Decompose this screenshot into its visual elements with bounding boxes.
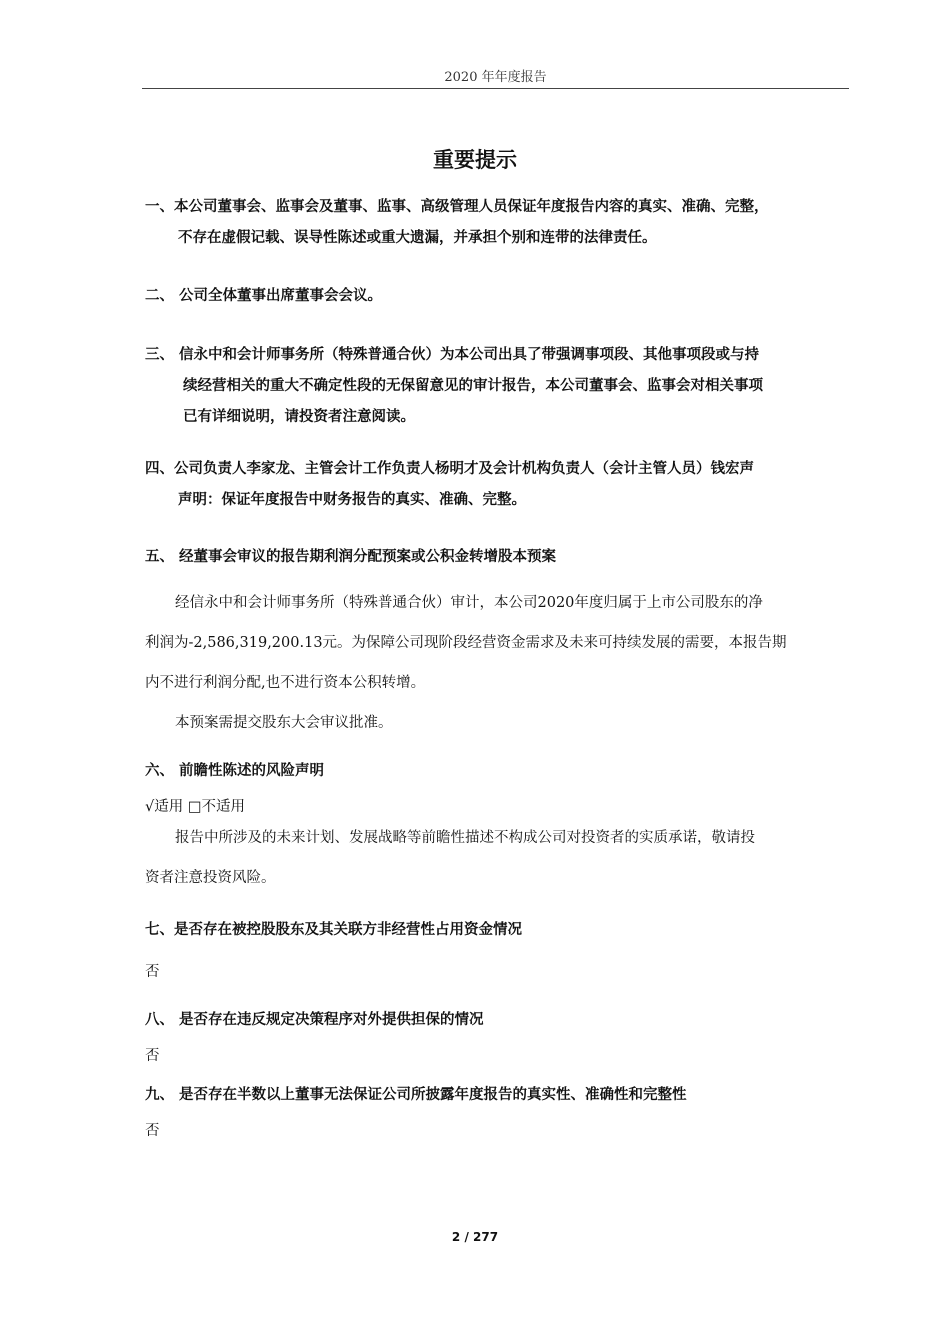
section-5-p1-line-1: 经信永中和会计师事务所（特殊普通合伙）审计，本公司2020年度归属于上市公司股东的净	[175, 595, 763, 611]
section-3	[145, 340, 852, 433]
section-1-line-2: 不存在虚假记载、误导性陈述或重大遗漏，并承担个别和连带的法律责任。	[178, 230, 657, 246]
section-6-body	[145, 818, 852, 898]
section-3-line-1: 三、 信永中和会计师事务所（特殊普通合伙）为本公司出具了带强调事项段、其他事项段或与持	[145, 347, 760, 363]
section-6-heading-text: 六、 前瞻性陈述的风险声明	[145, 763, 325, 779]
section-1-line-1: 一、本公司董事会、监事会及董事、监事、高级管理人员保证年度报告内容的真实、准确、完整，	[145, 199, 769, 215]
section-4	[145, 454, 852, 516]
section-5-p1-line-3: 内不进行利润分配,也不进行资本公积转增。	[145, 675, 426, 691]
page-number: 2 / 277	[451, 1230, 499, 1244]
section-7-heading-text: 七、是否存在被控股股东及其关联方非经营性占用资金情况	[145, 922, 522, 938]
section-9-answer: 否	[145, 1123, 160, 1139]
section-6-heading	[145, 756, 852, 787]
section-5-p2: 本预案需提交股东大会审议批准。	[175, 715, 393, 731]
section-9-heading	[145, 1080, 852, 1111]
applicable-checkbox-row: √适用 □不适用	[145, 799, 246, 815]
section-2	[145, 281, 852, 312]
section-6-p-line-1: 报告中所涉及的未来计划、发展战略等前瞻性描述不构成公司对投资者的实质承诺，敬请投	[175, 830, 755, 846]
section-5-heading	[145, 542, 852, 573]
section-6-p-line-2: 资者注意投资风险。	[145, 870, 276, 886]
section-3-line-3: 已有详细说明，请投资者注意阅读。	[183, 409, 415, 425]
section-4-line-2: 声明：保证年度报告中财务报告的真实、准确、完整。	[178, 492, 526, 508]
section-8-heading	[145, 1005, 852, 1036]
page-title: 重要提示	[433, 148, 517, 172]
section-8-answer: 否	[145, 1048, 160, 1064]
section-8-heading-text: 八、 是否存在违反规定决策程序对外提供担保的情况	[145, 1012, 484, 1028]
section-5-p1-line-2: 利润为-2,586,319,200.13元。为保障公司现阶段经营资金需求及未来可持续发展的需要，本报告期	[145, 635, 787, 651]
section-2-line-1: 二、 公司全体董事出席董事会会议。	[145, 288, 383, 304]
section-7-heading	[145, 915, 852, 946]
section-5-heading-text: 五、 经董事会审议的报告期利润分配预案或公积金转增股本预案	[145, 549, 557, 565]
section-4-line-1: 四、公司负责人李家龙、主管会计工作负责人杨明才及会计机构负责人（会计主管人员）钱宏声	[145, 461, 754, 477]
section-1	[145, 192, 852, 254]
section-3-line-2: 续经营相关的重大不确定性段的无保留意见的审计报告，本公司董事会、监事会对相关事项	[183, 378, 763, 394]
section-5-body	[145, 583, 852, 743]
section-7-answer: 否	[145, 964, 160, 980]
page-header: 2020 年年度报告	[444, 70, 547, 85]
section-9-heading-text: 九、 是否存在半数以上董事无法保证公司所披露年度报告的真实性、准确性和完整性	[145, 1087, 687, 1103]
header-rule	[142, 88, 849, 89]
